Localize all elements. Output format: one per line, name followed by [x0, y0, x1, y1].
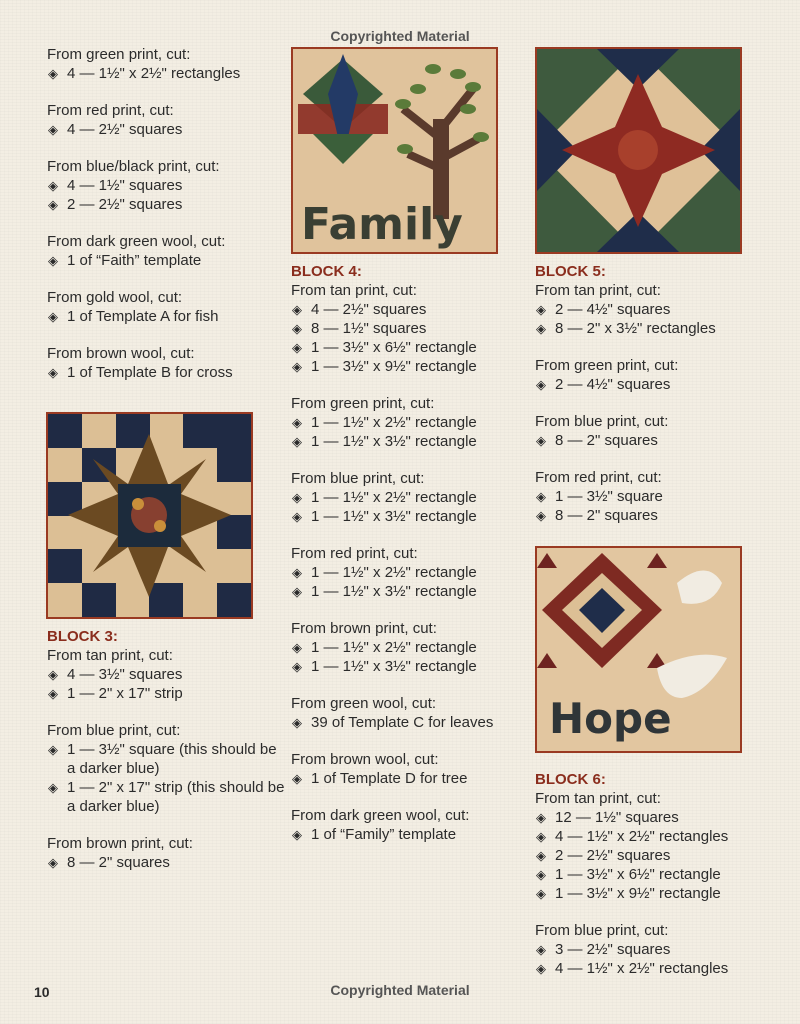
cut-group [291, 544, 531, 601]
cut-item [291, 357, 531, 376]
diamond-bullet-icon: ◈ [48, 686, 58, 701]
cut-group-heading: From blue print, cut: [47, 722, 181, 739]
diamond-bullet-icon: ◈ [536, 961, 546, 976]
cut-item [291, 825, 531, 844]
cut-item [291, 657, 531, 676]
cut-item-text: 1 — 2" x 17" strip (this should be a darker blue) [67, 779, 285, 815]
cut-group [535, 468, 775, 525]
cut-item-text: 4 — 1½" x 2½" rectangles [67, 65, 241, 82]
cut-group [291, 394, 531, 451]
cut-group [47, 646, 287, 703]
cut-group-heading: From red print, cut: [291, 545, 418, 562]
cut-group-heading: From brown wool, cut: [291, 751, 439, 768]
cut-item [535, 319, 775, 338]
cut-item [535, 865, 775, 884]
cut-group-heading: From brown print, cut: [47, 835, 193, 852]
cut-group [291, 750, 531, 788]
block5-cut-list [535, 281, 775, 525]
cut-item-text: 8 — 1½" squares [311, 320, 427, 337]
cut-item-text: 4 — 1½" x 2½" rectangles [555, 960, 729, 977]
diamond-bullet-icon: ◈ [292, 509, 302, 524]
cut-item-text: 2 — 4½" squares [555, 376, 671, 393]
block4-title: BLOCK 4: [291, 263, 362, 280]
cut-item [47, 665, 287, 684]
cut-item [535, 827, 775, 846]
hope-appliqué-text: Hope [549, 694, 672, 743]
cut-item [47, 853, 287, 872]
diamond-bullet-icon: ◈ [536, 433, 546, 448]
cut-item [535, 940, 775, 959]
cut-group-heading: From brown print, cut: [291, 620, 437, 637]
cut-group-heading: From dark green wool, cut: [291, 807, 470, 824]
diamond-bullet-icon: ◈ [292, 415, 302, 430]
cut-item-text: 1 — 3½" x 9½" rectangle [311, 358, 477, 375]
footer-copyright: Copyrighted Material [330, 982, 470, 998]
cut-item [535, 431, 775, 450]
cut-item [291, 769, 531, 788]
diamond-bullet-icon: ◈ [536, 377, 546, 392]
cut-item [47, 307, 287, 326]
cut-item [535, 884, 775, 903]
diamond-bullet-icon: ◈ [536, 867, 546, 882]
cut-item [291, 432, 531, 451]
block3-section [47, 627, 287, 890]
block6-section [535, 770, 775, 996]
block6-hope-quilt-image [535, 546, 742, 753]
diamond-bullet-icon: ◈ [292, 715, 302, 730]
block5-section [535, 262, 775, 543]
cut-item-text: 2 — 2½" squares [555, 847, 671, 864]
cut-item [47, 363, 287, 382]
cut-item [291, 507, 531, 526]
block5-title: BLOCK 5: [535, 263, 606, 280]
cut-item-text: 4 — 3½" squares [67, 666, 183, 683]
cut-item [47, 251, 287, 270]
cut-item [291, 319, 531, 338]
cut-group [535, 789, 775, 903]
cut-item [535, 300, 775, 319]
cut-group [535, 921, 775, 978]
cut-item [47, 740, 287, 778]
diamond-bullet-icon: ◈ [536, 489, 546, 504]
cut-item-text: 1 of “Faith” template [67, 252, 202, 269]
cut-item-text: 1 — 3½" x 6½" rectangle [311, 339, 477, 356]
cut-item-text: 39 of Template C for leaves [311, 714, 494, 731]
cut-item-text: 1 — 1½" x 3½" rectangle [311, 658, 477, 675]
cut-item [535, 959, 775, 978]
diamond-bullet-icon: ◈ [48, 667, 58, 682]
cut-item-text: 3 — 2½" squares [555, 941, 671, 958]
cut-group [47, 834, 287, 872]
cut-group-heading: From green print, cut: [535, 357, 679, 374]
cut-group-heading: From red print, cut: [535, 469, 662, 486]
cut-group [47, 45, 287, 83]
cut-group-heading: From tan print, cut: [535, 790, 661, 807]
cut-item-text: 8 — 2" squares [67, 854, 170, 871]
cut-group-heading: From tan print, cut: [47, 647, 173, 664]
cut-group-heading: From blue print, cut: [535, 922, 669, 939]
cut-group [47, 101, 287, 139]
cut-group [47, 157, 287, 214]
cut-item-text: 4 — 2½" squares [311, 301, 427, 318]
family-appliqué-text: Family [301, 199, 463, 250]
diamond-bullet-icon: ◈ [292, 640, 302, 655]
cut-item-text: 1 — 1½" x 2½" rectangle [311, 564, 477, 581]
diamond-bullet-icon: ◈ [536, 321, 546, 336]
cut-group-heading: From gold wool, cut: [47, 289, 183, 306]
cut-item-text: 1 — 3½" square (this should be a darker blue) [67, 741, 277, 777]
diamond-bullet-icon: ◈ [48, 855, 58, 870]
cut-group-heading: From blue print, cut: [291, 470, 425, 487]
block6-cut-list [535, 789, 775, 978]
cut-group-heading: From tan print, cut: [535, 282, 661, 299]
diamond-bullet-icon: ◈ [48, 253, 58, 268]
cut-item-text: 1 — 1½" x 2½" rectangle [311, 489, 477, 506]
cut-group-heading: From green wool, cut: [291, 695, 437, 712]
cut-group [47, 721, 287, 816]
cut-group [291, 469, 531, 526]
cut-group [47, 232, 287, 270]
diamond-bullet-icon: ◈ [536, 942, 546, 957]
cut-item-text: 1 — 3½" x 6½" rectangle [555, 866, 721, 883]
diamond-bullet-icon: ◈ [48, 742, 58, 757]
diamond-bullet-icon: ◈ [292, 771, 302, 786]
cut-item [535, 808, 775, 827]
block3-cut-list [47, 646, 287, 872]
diamond-bullet-icon: ◈ [292, 659, 302, 674]
cut-item-text: 1 of “Family” template [311, 826, 457, 843]
cut-item [47, 684, 287, 703]
cut-item-text: 1 of Template A for fish [67, 308, 219, 325]
cut-item-text: 1 of Template B for cross [67, 364, 233, 381]
diamond-bullet-icon: ◈ [48, 178, 58, 193]
cut-item [47, 120, 287, 139]
diamond-bullet-icon: ◈ [48, 66, 58, 81]
cut-item [291, 413, 531, 432]
diamond-bullet-icon: ◈ [48, 122, 58, 137]
cut-item-text: 1 — 1½" x 2½" rectangle [311, 639, 477, 656]
diamond-bullet-icon: ◈ [536, 302, 546, 317]
cut-item-text: 1 — 1½" x 3½" rectangle [311, 583, 477, 600]
cut-group-heading: From blue/black print, cut: [47, 158, 220, 175]
diamond-bullet-icon: ◈ [48, 365, 58, 380]
header-copyright: Copyrighted Material [330, 28, 470, 44]
block4-cut-list [291, 281, 531, 844]
diamond-bullet-icon: ◈ [48, 197, 58, 212]
diamond-bullet-icon: ◈ [536, 810, 546, 825]
cut-group-heading: From tan print, cut: [291, 282, 417, 299]
cut-item-text: 8 — 2" x 3½" rectangles [555, 320, 716, 337]
cut-group-heading: From brown wool, cut: [47, 345, 195, 362]
cut-item-text: 2 — 4½" squares [555, 301, 671, 318]
cut-group-heading: From green print, cut: [291, 395, 435, 412]
cut-item-text: 8 — 2" squares [555, 507, 658, 524]
cut-group-heading: From blue print, cut: [535, 413, 669, 430]
block5-quilt-image [535, 47, 742, 254]
cut-item-text: 1 — 1½" x 2½" rectangle [311, 414, 477, 431]
cut-group [291, 806, 531, 844]
cut-item [47, 778, 287, 816]
cut-item-text: 4 — 1½" x 2½" rectangles [555, 828, 729, 845]
diamond-bullet-icon: ◈ [292, 490, 302, 505]
diamond-bullet-icon: ◈ [292, 340, 302, 355]
cut-item [291, 713, 531, 732]
cut-group [291, 694, 531, 732]
diamond-bullet-icon: ◈ [536, 508, 546, 523]
cut-group [291, 281, 531, 376]
cut-group [535, 356, 775, 394]
cut-item-text: 1 of Template D for tree [311, 770, 468, 787]
cut-item-text: 2 — 2½" squares [67, 196, 183, 213]
diamond-bullet-icon: ◈ [292, 565, 302, 580]
diamond-bullet-icon: ◈ [292, 434, 302, 449]
cut-item-text: 1 — 3½" x 9½" rectangle [555, 885, 721, 902]
cut-item [47, 64, 287, 83]
cut-item [291, 300, 531, 319]
diamond-bullet-icon: ◈ [536, 848, 546, 863]
cut-item [535, 846, 775, 865]
cut-item-text: 12 — 1½" squares [555, 809, 679, 826]
diamond-bullet-icon: ◈ [292, 584, 302, 599]
diamond-bullet-icon: ◈ [48, 780, 58, 795]
diamond-bullet-icon: ◈ [292, 321, 302, 336]
cut-item-text: 4 — 1½" squares [67, 177, 183, 194]
cut-item-text: 1 — 1½" x 3½" rectangle [311, 508, 477, 525]
diamond-bullet-icon: ◈ [536, 886, 546, 901]
block4-family-quilt-image [291, 47, 498, 254]
cut-group [535, 412, 775, 450]
cut-group-heading: From red print, cut: [47, 102, 174, 119]
cut-item [47, 195, 287, 214]
cut-item [291, 338, 531, 357]
col1-cut-list [47, 45, 287, 400]
cut-item [291, 563, 531, 582]
cut-item-text: 1 — 3½" square [555, 488, 663, 505]
cut-item [291, 582, 531, 601]
diamond-bullet-icon: ◈ [292, 359, 302, 374]
cut-group [47, 288, 287, 326]
block4-section [291, 262, 531, 862]
block3-title: BLOCK 3: [47, 628, 118, 645]
cut-item-text: 1 — 2" x 17" strip [67, 685, 183, 702]
cut-group [535, 281, 775, 338]
cut-group [47, 344, 287, 382]
cut-group-heading: From dark green wool, cut: [47, 233, 226, 250]
page-number: 10 [34, 984, 50, 1000]
cut-item [291, 638, 531, 657]
cut-group [291, 619, 531, 676]
diamond-bullet-icon: ◈ [292, 302, 302, 317]
diamond-bullet-icon: ◈ [292, 827, 302, 842]
block6-title: BLOCK 6: [535, 771, 606, 788]
cut-item [535, 375, 775, 394]
cut-item [535, 487, 775, 506]
cut-item [47, 176, 287, 195]
cut-item [291, 488, 531, 507]
cut-item-text: 4 — 2½" squares [67, 121, 183, 138]
cut-item [535, 506, 775, 525]
cut-group-heading: From green print, cut: [47, 46, 191, 63]
cut-item-text: 8 — 2" squares [555, 432, 658, 449]
diamond-bullet-icon: ◈ [48, 309, 58, 324]
block3-quilt-image [46, 412, 253, 619]
diamond-bullet-icon: ◈ [536, 829, 546, 844]
cut-item-text: 1 — 1½" x 3½" rectangle [311, 433, 477, 450]
